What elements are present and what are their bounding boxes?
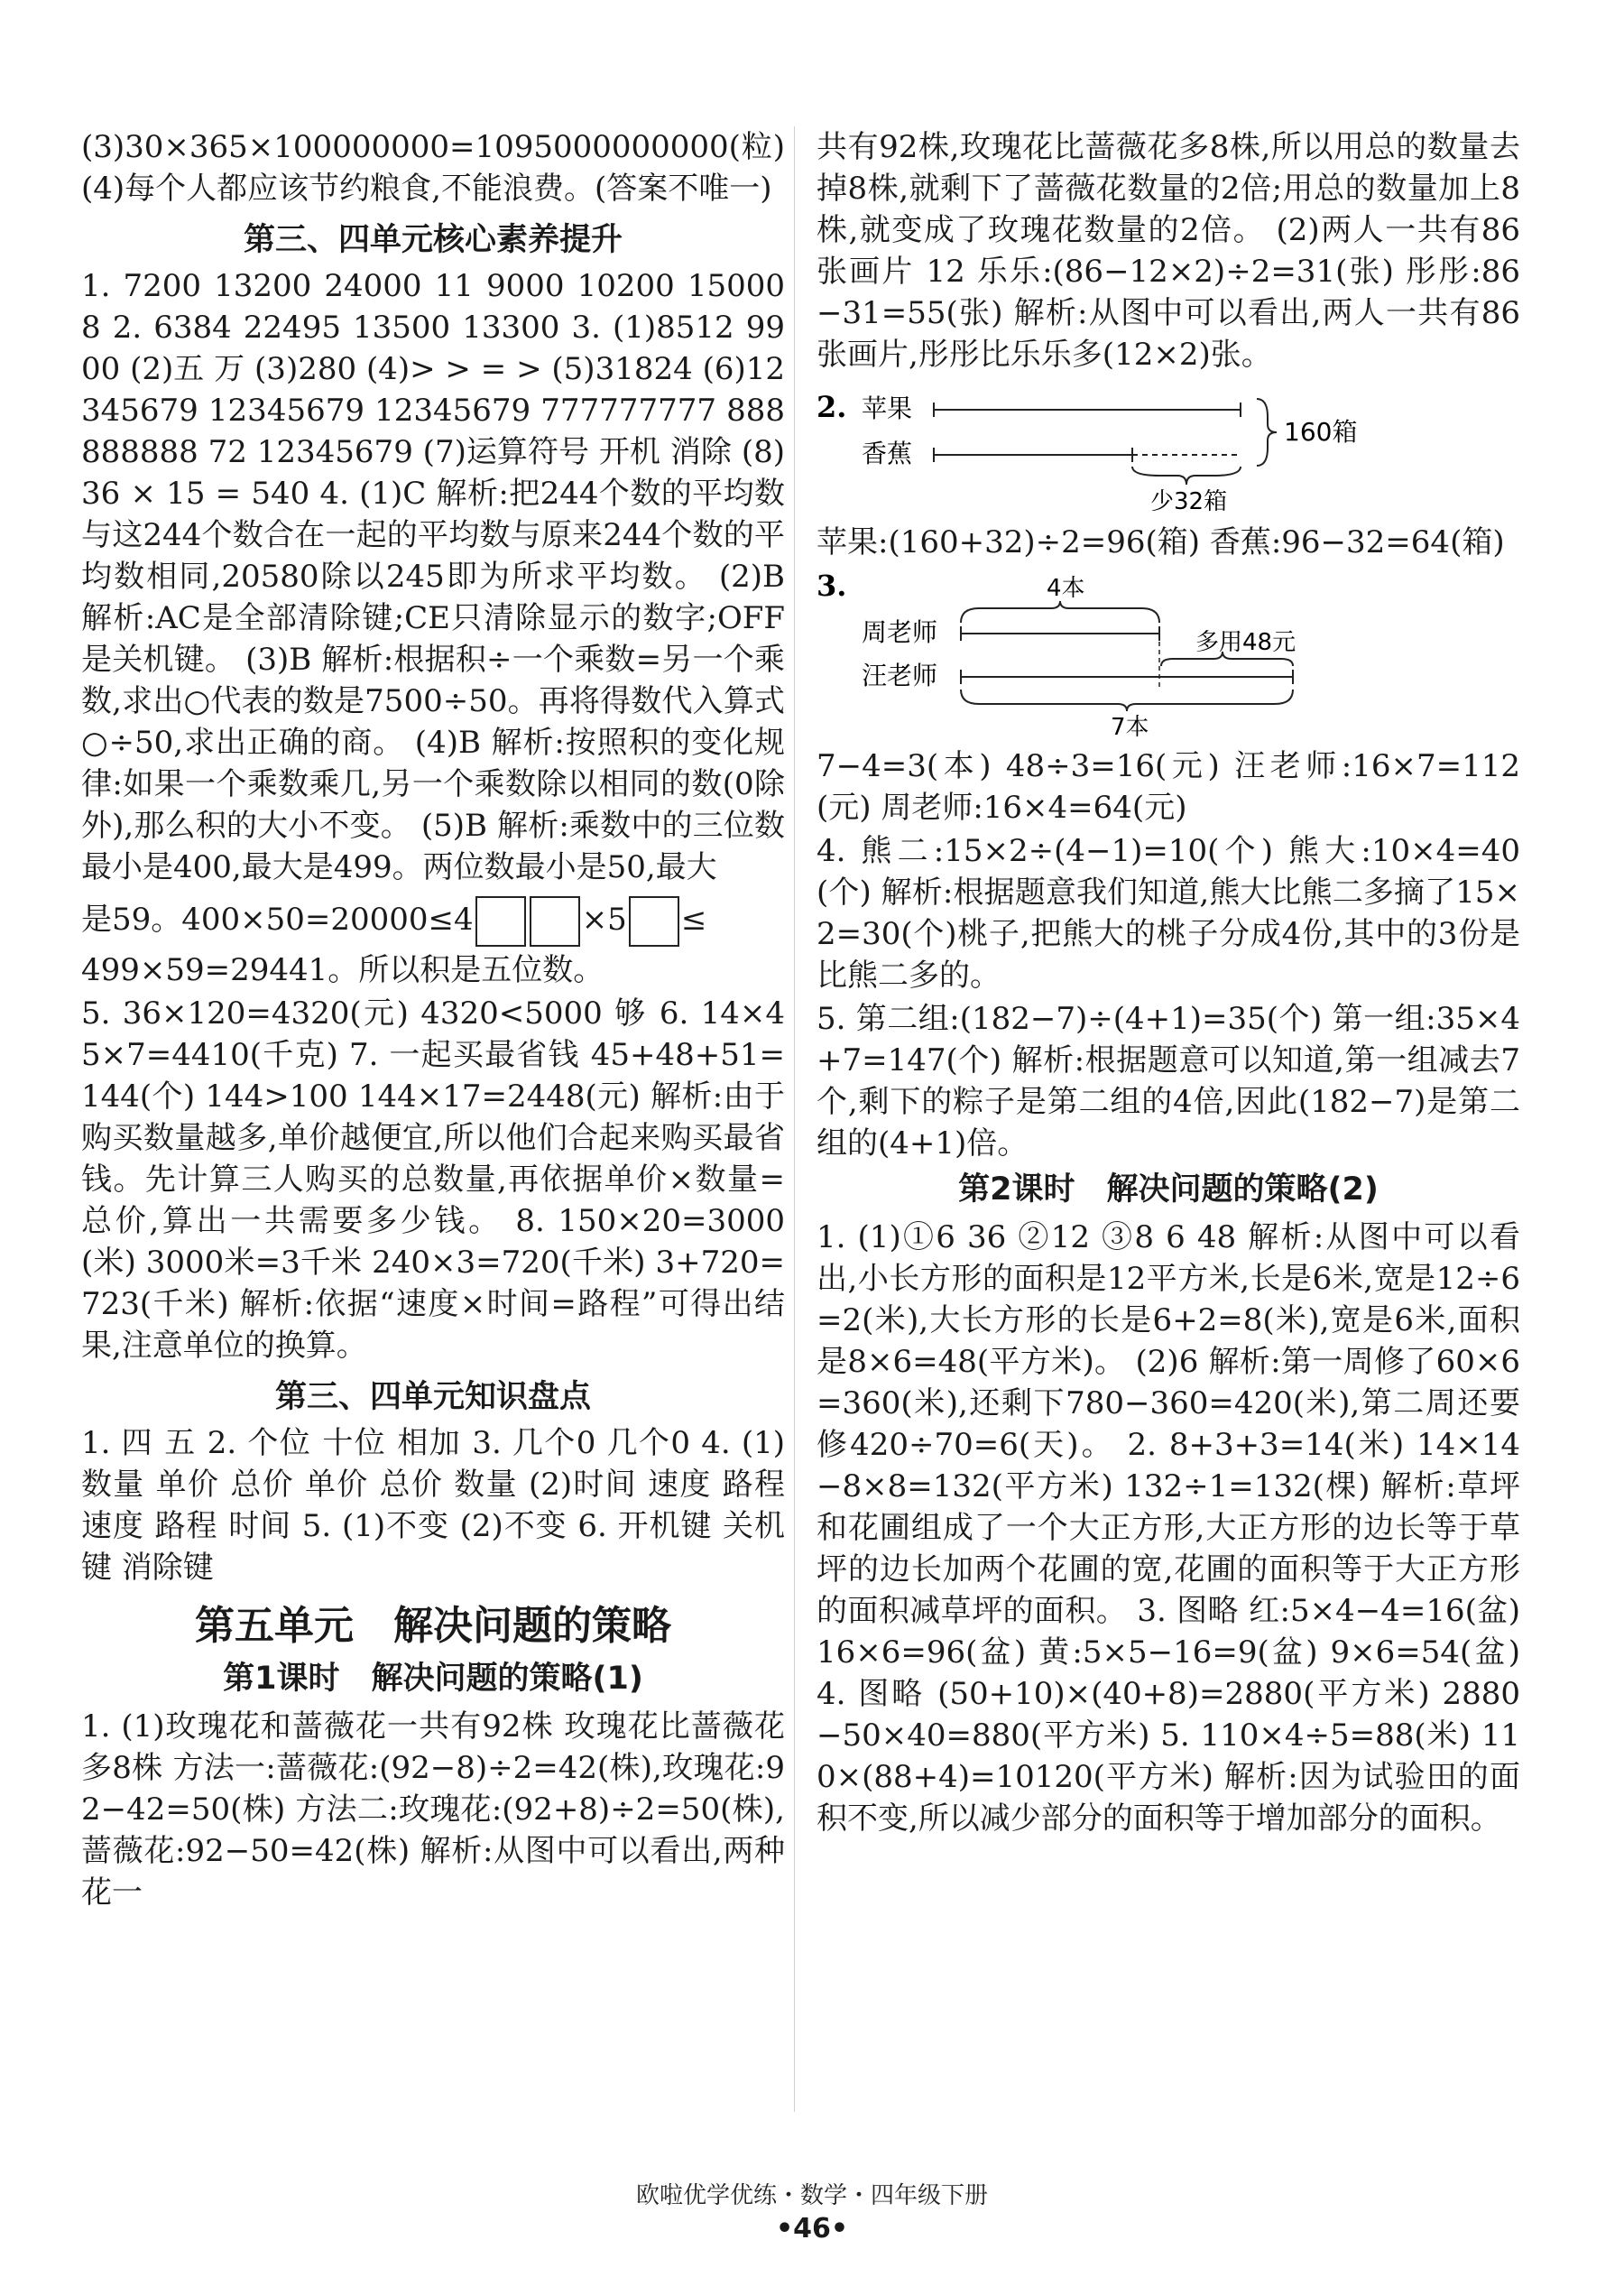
- unit-five-title: 第五单元 解决问题的策略: [195, 1603, 671, 1649]
- teacher-books-diagram: [817, 569, 1520, 740]
- fig3-bottom-label: 7本: [1111, 714, 1149, 740]
- fig3-number: 3.: [817, 569, 847, 603]
- right-paragraph-4: 4. 熊二:15×2÷(4−1)=10(个) 熊大:10×4=40(个) 解析:根据题意我们知道,熊大比熊二多摘了15×2=30(个)桃子,把熊大的桃子分成4份,其中的3份是比熊二多的。: [817, 833, 1520, 994]
- right-paragraph-2: 苹果:(160+32)÷2=96(箱) 香蕉:96−32=64(箱): [817, 524, 1505, 560]
- inequality-part-c: ≤: [680, 902, 707, 938]
- fig3-top-label: 4本: [1047, 575, 1085, 602]
- left-paragraph-2: 1. 7200 13200 24000 11 9000 10200 15000 8 2. 6384 22495 13500 13300 3. (1)8512 9900 (2)五 万 (3)280 (4)> > = > (5)31824 (6)12345679 12345679 12345679 777777777 888888888 72 12345679 (7)运算符号 开机 消除 (8)36 × 15 = 540 4. (1)C 解析:把244个数的平均数与这244个数合在一起的平均数与原来244个数的平均数相同,20580除以245即为所求平均数。 (2)B 解析:AC是全部清除键;CE只清除显示的数字;OFF是关机键。 (3)B 解析:根据积÷一个乘数=另一个乘数,求出○代表的数是7500÷50。再将得数代入算式○÷50,求出正确的商。 (4)B 解析:按照积的变化规律:如果一个乘数乘几,另一个乘数除以相同的数(0除外),那么积的大小不变。 (5)B 解析:乘数中的三位数最小是400,最大是499。两位数最小是50,最大: [81, 268, 785, 885]
- fig3-zhou-label: 周老师: [862, 617, 938, 647]
- right-paragraph-5: 5. 第二组:(182−7)÷(4+1)=35(个) 第一组:35×4+7=147(个) 解析:根据题意可以知道,第一组减去7个,剩下的粽子是第二组的4倍,因此(182−7)是第二组的(4+1)倍。: [817, 1001, 1520, 1162]
- left-paragraph-1: (3)30×365×100000000=1095000000000(粒) (4)每个人都应该节约粮食,不能浪费。(答案不唯一): [81, 129, 785, 207]
- right-paragraph-6: 1. (1)①6 36 ②12 ③8 6 48 解析:从图中可以看出,小长方形的面积是12平方米,长是6米,宽是12÷6=2(米),大长方形的长是6+2=8(米),宽是6米,面积是8×6=48(平方米)。 (2)6 解析:第一周修了60×6=360(米),还剩下780−360=420(米),第二周还要修420÷70=6(天)。 2. 8+3+3=14(米) 14×14−8×8=132(平方米) 132÷1=132(棵) 解析:草坪和花圃组成了一个大正方形,大正方形的边长等于草坪的边长加两个花圃的宽,花圃的面积等于大正方形的面积减草坪的面积。 3. 图略 红:5×4−4=16(盆) 16×6=96(盆) 黄:5×5−16=9(盆) 9×6=54(盆) 4. 图略 (50+10)×(40+8)=2880(平方米) 2880−50×40=880(平方米) 5. 110×4÷5=88(米) 110×(88+4)=10120(平方米) 解析:因为试验田的面积不变,所以减少部分的面积等于增加部分的面积。: [817, 1219, 1520, 1837]
- right-paragraph-1: 共有92株,玫瑰花比蔷薇花多8株,所以用总的数量去掉8株,就剩下了蔷薇花数量的2倍;用总的数量加上8株,就变成了玫瑰花数量的2倍。 (2)两人一共有86张画片 12 乐乐:(86−12×2)÷2=31(张) 彤彤:86−31=55(张) 解析:从图中可以看出,两人一共有86张画片,彤彤比乐乐多(12×2)张。: [817, 129, 1520, 373]
- fig2-apple-label: 苹果: [862, 393, 913, 423]
- right-paragraph-3: 7−4=3(本) 48÷3=16(元) 汪老师:16×7=112(元) 周老师:16×4=64(元): [817, 748, 1520, 826]
- left-paragraph-7: 1. (1)玫瑰花和蔷薇花一共有92株 玫瑰花比蔷薇花多8株 方法一:蔷薇花:(92−8)÷2=42(株),玫瑰花:92−42=50(株) 方法二:玫瑰花:(92+8)÷2=50(株),蔷薇花:92−50=42(株) 解析:从图中可以看出,两种花一: [81, 1708, 785, 1911]
- fig2-total-label: 160箱: [1284, 417, 1358, 447]
- section-title-core-literacy: 第三、四单元核心素养提升: [243, 222, 623, 258]
- page-number: •46•: [775, 2213, 849, 2245]
- left-paragraph-6: 1. 四 五 2. 个位 十位 相加 3. 几个0 几个0 4. (1)数量 单价 总价 单价 总价 数量 (2)时间 速度 路程 速度 路程 时间 5. (1)不变 (2)不变 6. 开机键 关机键 消除键: [81, 1425, 785, 1586]
- inequality-part-a: 是59。400×50=20000≤4: [81, 902, 474, 938]
- fig2-banana-label: 香蕉: [862, 439, 913, 468]
- fig3-wang-label: 汪老师: [862, 661, 938, 690]
- column-divider: [794, 126, 795, 2112]
- section-title-knowledge-review: 第三、四单元知识盘点: [274, 1379, 591, 1415]
- apple-banana-diagram: [817, 381, 1520, 516]
- left-column: [81, 126, 785, 1915]
- lesson-1-title: 第1课时 解决问题的策略(1): [223, 1661, 643, 1697]
- fig2-less-label: 少32箱: [1150, 488, 1228, 515]
- left-paragraph-5: 5. 36×120=4320(元) 4320<5000 够 6. 14×45×7=4410(千克) 7. 一起买最省钱 45+48+51=144(个) 144>100 144×17=2448(元) 解析:由于购买数量越多,单价越便宜,所以他们合起来购买最省钱。先计算三人购买的总数量,再依据单价×数量=总价,算出一共需要多少钱。 8. 150×20=3000(米) 3000米=3千米 240×3=720(千米) 3+720=723(千米) 解析:依据“速度×时间=路程”可得出结果,注意单位的换算。: [81, 995, 785, 1364]
- digit-box: [629, 896, 679, 947]
- bottom-brace: [961, 690, 1293, 711]
- less-brace: [1132, 467, 1241, 485]
- digit-box: [530, 896, 580, 947]
- inequality-part-b: ×5: [581, 902, 627, 938]
- lesson-2-title: 第2课时 解决问题的策略(2): [958, 1171, 1379, 1208]
- footer-book-title: 欧啦优学优练・数学・四年级下册: [635, 2182, 988, 2209]
- fig3-more-label: 多用48元: [1195, 629, 1296, 656]
- right-column: [817, 126, 1520, 1841]
- left-paragraph-4: 499×59=29441。所以积是五位数。: [81, 952, 604, 988]
- fig2-number: 2.: [817, 390, 847, 424]
- box-inequality-line: [81, 890, 785, 949]
- top-brace: [961, 601, 1159, 623]
- digit-box: [475, 896, 526, 947]
- total-brace: [1257, 399, 1277, 466]
